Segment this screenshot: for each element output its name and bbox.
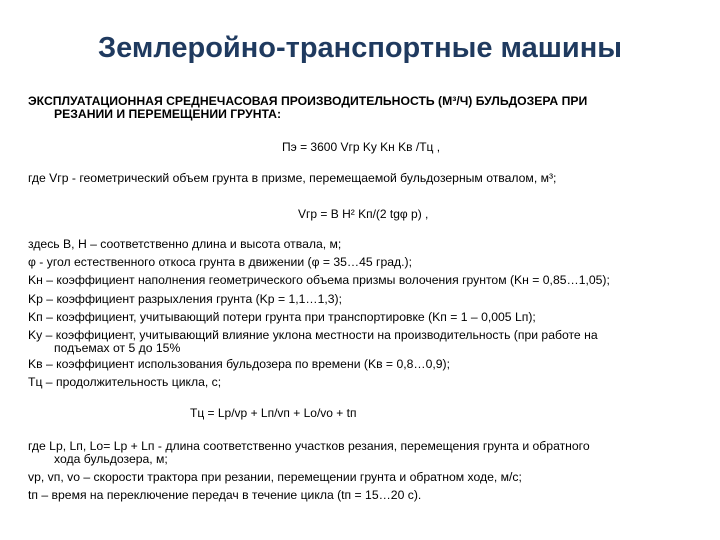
cycle-time-formula: Tц = Lр/vр + Lп/vп + Lо/vо + tп: [190, 406, 357, 420]
section-heading-line-1: ЭКСПЛУАТАЦИОННАЯ СРЕДНЕЧАСОВАЯ ПРОИЗВОДИТЕЛЬНОСТЬ (М³/Ч) БУЛЬДОЗЕРА ПРИ: [28, 94, 588, 108]
vgr-definition: где Vгр - геометрический объем грунта в призме, перемещаемой бульдозерным отвалом, м³;: [28, 171, 557, 185]
page-title: Землеройно-транспортные машины: [97, 32, 623, 64]
definition-line-continued: подъемах от 5 до 15%: [54, 341, 181, 355]
definition-line: φ - угол естественного откоса грунта в движении (φ = 35…45 град.);: [28, 255, 412, 269]
definition-line: Kп – коэффициент, учитывающий потери грунта при транспортировке (Kп = 1 – 0,005 Lп);: [28, 310, 536, 324]
definition-line: Kр – коэффициент разрыхления грунта (Kр = 1,1…1,3);: [28, 292, 342, 306]
definition-line: Kу – коэффициент, учитывающий влияние уклона местности на производительность (при работе на: [28, 328, 598, 342]
definition-line: Kв – коэффициент использования бульдозера по времени (Kв = 0,8…0,9);: [28, 357, 450, 371]
definition-line: Kн – коэффициент наполнения геометрического объема призмы волочения грунтом (Kн = 0,85…1,05);: [28, 273, 610, 287]
section-heading-line-2: РЕЗАНИИ И ПЕРЕМЕЩЕНИИ ГРУНТА:: [54, 107, 282, 121]
speed-definition: vр, vп, vо – скорости трактора при резании, перемещении грунта и обратном ходе, м/с;: [28, 470, 522, 484]
length-definition: где Lр, Lп, Lо= Lр + Lп - длина соответственно участков резания, перемещения грунта и обратного: [28, 439, 590, 453]
productivity-formula: Пэ = 3600 Vгр Kу Kн Kв /Tц ,: [282, 140, 441, 154]
length-definition-continued: хода бульдозера, м;: [54, 452, 168, 466]
definition-line: здесь В, Н – соответственно длина и высота отвала, м;: [28, 237, 342, 251]
definition-line: Tц – продолжительность цикла, с;: [28, 375, 222, 389]
shift-time-definition: tп – время на переключение передач в течение цикла (tп = 15…20 с).: [28, 488, 422, 502]
vgr-formula: Vгр = B H² Kп/(2 tgφ р) ,: [298, 207, 429, 221]
